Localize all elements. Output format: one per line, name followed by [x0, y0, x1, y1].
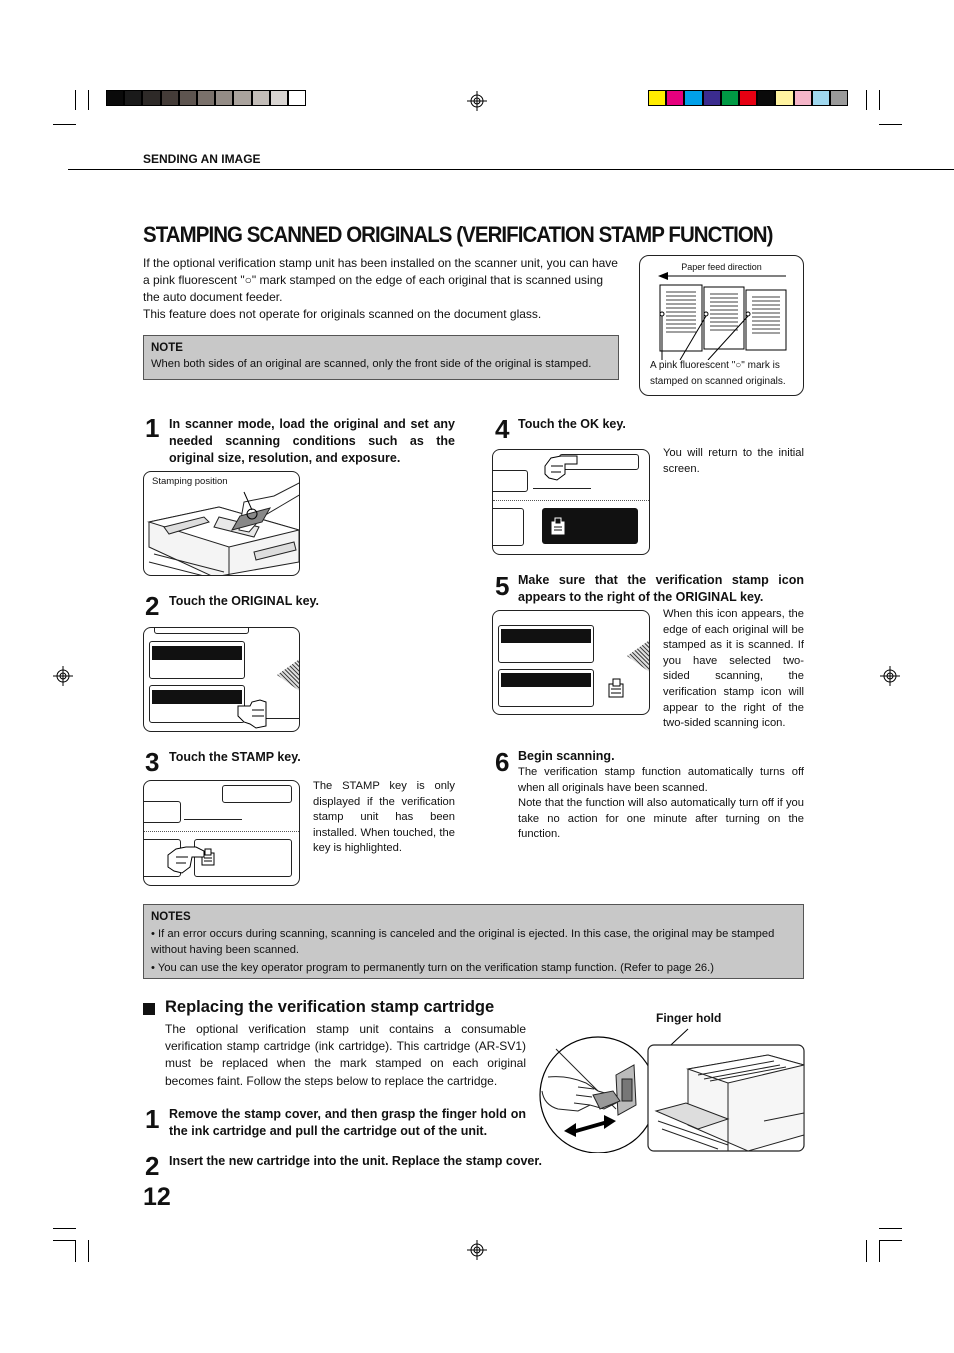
scanner-loading-illustration [144, 472, 300, 576]
pointing-hand-icon [236, 696, 272, 730]
step-number: 1 [145, 1104, 160, 1134]
gray-swatch [161, 90, 179, 106]
display-field [501, 673, 591, 687]
touch-panel-original-screen [143, 627, 300, 732]
step-number: 6 [495, 747, 510, 777]
gray-swatch [124, 90, 142, 106]
registration-mark-icon [467, 91, 487, 111]
side-key[interactable] [492, 470, 528, 492]
field-line [533, 488, 591, 489]
note-box [143, 335, 619, 380]
crop-mark [53, 1228, 76, 1229]
divider [493, 500, 650, 501]
step-description-line: The verification stamp function automatically turns off when all originals have been scanned. [518, 766, 804, 794]
step-description [518, 765, 804, 843]
step-description: When this icon appears, the edge of each original will be stamped as it is scanned. If you have selected two-sided scanning, the verification stamp icon will appear to the right of the two-sided scanning icon. [663, 608, 804, 730]
registration-mark-icon [53, 666, 73, 686]
color-swatch [757, 90, 775, 106]
color-swatch [812, 90, 830, 106]
gray-swatch [270, 90, 288, 106]
pointing-hand-icon [543, 452, 579, 484]
registration-mark-icon [467, 1240, 487, 1260]
step-number: 5 [495, 571, 510, 601]
registration-mark-icon [880, 666, 900, 686]
gray-swatch [288, 90, 306, 106]
stamping-position-label: Stamping position [152, 476, 228, 487]
scroll-indicator [277, 658, 300, 692]
top-key[interactable] [154, 627, 249, 634]
verification-stamp-icon [606, 677, 628, 699]
pointing-hand-icon [166, 841, 206, 877]
top-right-key[interactable] [222, 785, 292, 803]
step-number: 2 [145, 1151, 160, 1181]
gray-swatch [252, 90, 270, 106]
crop-mark [879, 1240, 902, 1241]
step-title: In scanner mode, load the original and set any needed scanning conditions such as the original size, resolution, and exposure. [169, 417, 455, 465]
step-title: Remove the stamp cover, and then grasp the finger hold on the ink cartridge and pull the cartridge out of the unit. [169, 1107, 526, 1138]
crop-mark [879, 90, 880, 110]
display-field [152, 690, 242, 704]
replace-intro: The optional verification stamp unit contains a consumable verification stamp cartridge (ink cartridge). This cartridge (AR-SV1) must be replaced when the mark stamped on each original becomes faint. Follow the steps below to replace the cartridge. [165, 1022, 526, 1088]
notes-item: • If an error occurs during scanning, scanning is canceled and the original is ejected. In this case, the original may be stamped without having been scanned. [151, 928, 775, 956]
small-key[interactable] [143, 801, 181, 823]
crop-mark [866, 90, 867, 110]
step-number: 2 [145, 591, 160, 621]
step-title: Touch the STAMP key. [169, 750, 301, 764]
field-line [184, 819, 242, 820]
scanner-illustration [143, 471, 300, 576]
step-title: Make sure that the verification stamp icon appears to the right of the ORIGINAL key. [518, 573, 804, 604]
crop-mark [879, 1240, 880, 1262]
cartridge-replacement-illustration [538, 1025, 806, 1153]
header-rule [68, 169, 954, 170]
color-swatch [830, 90, 848, 106]
finger-hold-label: Finger hold [656, 1011, 722, 1025]
feed-direction-label: Paper feed direction [681, 262, 762, 272]
step-title: Insert the new cartridge into the unit. Replace the stamp cover. [169, 1154, 543, 1168]
touch-panel-confirm-screen [492, 610, 650, 715]
side-key[interactable] [492, 508, 524, 546]
gray-swatch [215, 90, 233, 106]
gray-swatch [197, 90, 215, 106]
color-swatch [703, 90, 721, 106]
scroll-indicator [627, 639, 650, 673]
step-number: 1 [145, 413, 160, 443]
gray-swatch [233, 90, 251, 106]
stamp-icon [549, 516, 569, 536]
note-heading: NOTE [151, 342, 183, 354]
divider [144, 831, 300, 832]
color-swatch [775, 90, 793, 106]
step-number: 3 [145, 747, 160, 777]
section-bullet-icon [143, 1003, 155, 1015]
color-swatch [684, 90, 702, 106]
feed-direction-arrow-icon [658, 270, 788, 282]
display-field [152, 646, 242, 660]
gray-swatch [179, 90, 197, 106]
step-title: Begin scanning. [518, 749, 615, 763]
step-description: The STAMP key is only displayed if the verification stamp unit has been installed. When touched, the key is highlighted. [313, 780, 455, 855]
color-swatch [794, 90, 812, 106]
intro-paragraph: This feature does not operate for originals scanned on the document glass. [143, 307, 542, 321]
section-header: SENDING AN IMAGE [143, 152, 261, 166]
color-swatch [721, 90, 739, 106]
step-number: 4 [495, 414, 510, 444]
display-field [501, 629, 591, 643]
step-description: You will return to the initial screen. [663, 447, 804, 475]
page-number: 12 [143, 1183, 171, 1211]
crop-mark [88, 1240, 89, 1262]
crop-mark [75, 90, 76, 110]
gray-swatch [106, 90, 124, 106]
step-description-line: Note that the function will also automatically turn off if you take no action for one minute after turning on the function. [518, 797, 804, 841]
crop-mark [866, 1240, 867, 1262]
gray-swatch [142, 90, 160, 106]
crop-mark [53, 1240, 76, 1241]
color-swatch [666, 90, 684, 106]
touch-panel-stamp-screen [143, 780, 300, 886]
note-text: When both sides of an original are scanned, only the front side of the original is stamped. [151, 358, 592, 370]
step-title: Touch the ORIGINAL key. [169, 594, 320, 608]
scanned-originals-illustration [658, 282, 790, 360]
intro-text [143, 255, 619, 323]
stamp-mark-diagram [639, 255, 804, 396]
section-heading: Replacing the verification stamp cartridge [165, 998, 495, 1016]
page-title: STAMPING SCANNED ORIGINALS (VERIFICATION STAMP FUNCTION) [143, 222, 773, 247]
notes-heading: NOTES [151, 911, 191, 923]
diagram-caption: A pink fluorescent "○" mark is stamped on scanned originals. [650, 360, 786, 387]
color-swatch [648, 90, 666, 106]
notes-box [143, 904, 804, 979]
step-title: Touch the OK key. [518, 417, 626, 431]
color-swatch [739, 90, 757, 106]
crop-mark [879, 1228, 902, 1229]
crop-mark [53, 124, 76, 125]
crop-mark [879, 124, 902, 125]
crop-mark [75, 1240, 76, 1262]
touch-panel-ok-screen [492, 449, 650, 555]
intro-paragraph: If the optional verification stamp unit has been installed on the scanner unit, you can have a pink fluorescent "○" mark stamped on the edge of each original that is scanned using the auto document feeder. [143, 256, 618, 304]
crop-mark [88, 90, 89, 110]
notes-item: • You can use the key operator program to permanently turn on the verification stamp function. (Refer to page 26.) [151, 962, 714, 974]
